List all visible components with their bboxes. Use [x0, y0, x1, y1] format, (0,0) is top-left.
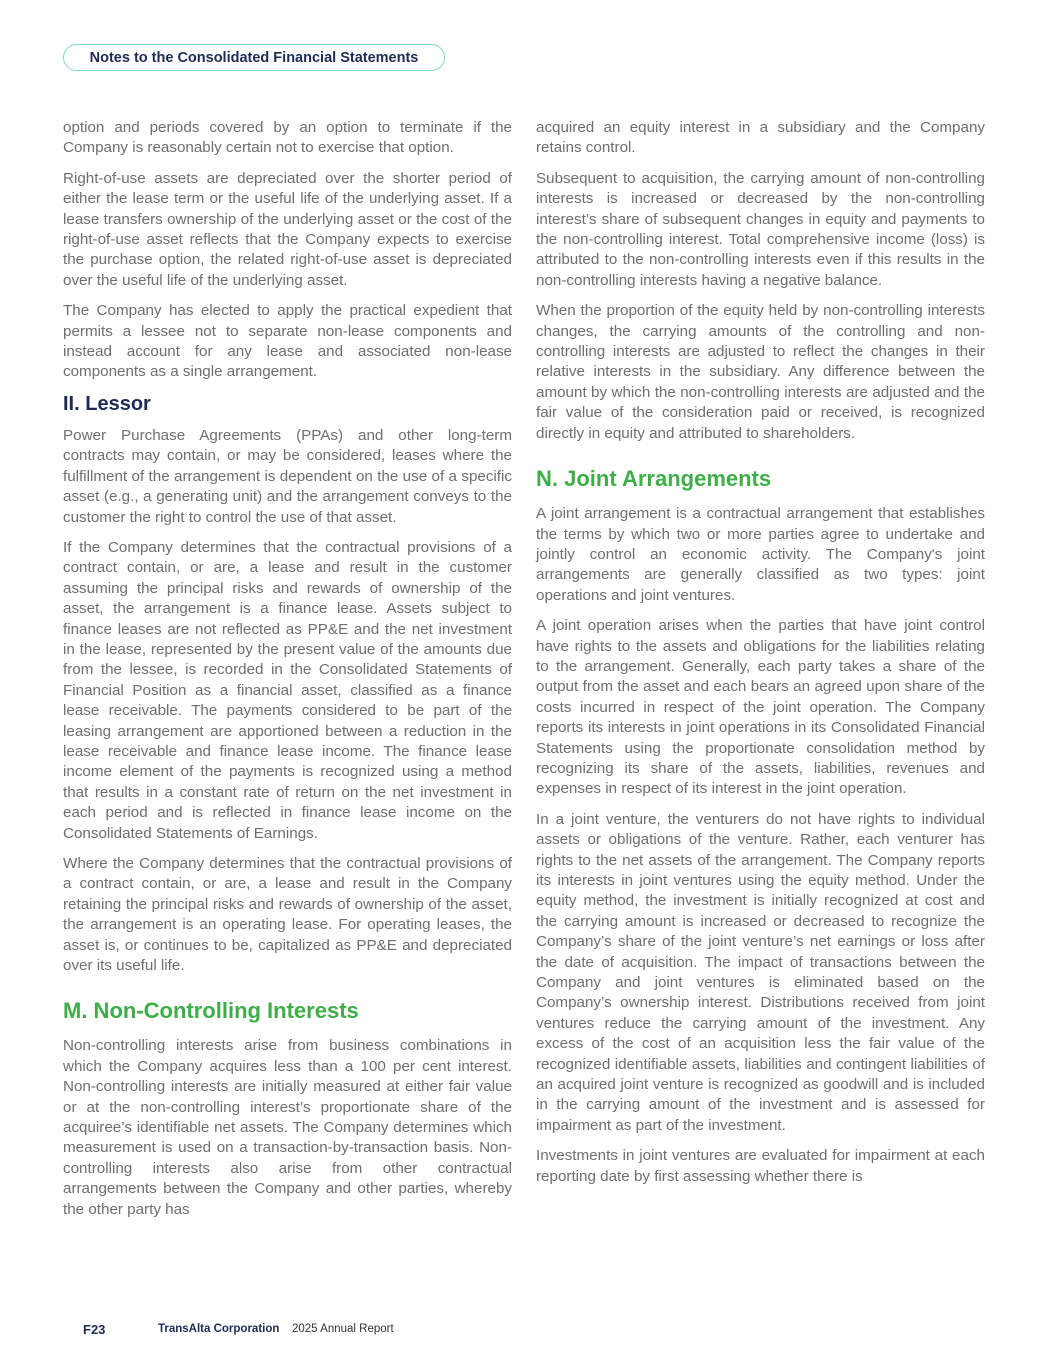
paragraph: Right-of-use assets are depreciated over the shorter period of either the lease term or the useful life of the underlying asset. If a lease transfers ownership of the underlying asset or the cost of the right-of-use asset reflects that the Company expects to exercise the purchase option, the related right-of-use asset is depreciated over the useful life of the underlying asset. — [63, 169, 512, 289]
paragraph: Non-controlling interests arise from business combinations in which the Company acquires less than a 100 per cent interest. Non-controlling interests are initially measured at either fair value or at the non-controlling interest’s proportionate share of the acquiree’s identifiable net assets. The Company determines which measurement is used on a transaction-by-transaction basis. Non-controlling interests also arise from other contractual arrangements between the Company and other parties, whereby the other party has — [63, 1037, 512, 1218]
page-header-title: Notes to the Consolidated Financial Statements — [63, 44, 445, 71]
lessor-heading: II. Lessor — [63, 392, 151, 415]
paragraph: acquired an equity interest in a subsidiary and the Company retains control. — [536, 119, 985, 157]
left-column — [63, 118, 512, 1230]
right-column — [536, 118, 985, 1197]
paragraph: Where the Company determines that the contractual provisions of a contract contain, or are, a lease and result in the Company retaining the principal risks and rewards of ownership of the asset, the arrangement is an operating lease. For operating leases, the asset is, or continues to be, capitalized as PP&E and depreciated over its useful life. — [63, 855, 512, 975]
paragraph: If the Company determines that the contractual provisions of a contract contain, or are, a lease and result in the customer assuming the principal risks and rewards of ownership of the asset, the arrangement is a finance lease. Assets subject to finance leases are not reflected as PP&E and the net investment in the lease, represented by the present value of the amounts due from the lessee, is recorded in the Consolidated Statements of Financial Position as a financial asset, classified as a finance lease receivable. The payments considered to be part of the leasing arrangement are apportioned between a reduction in the lease receivable and finance lease income. The finance lease income element of the payments is recognized using a method that results in a constant rate of return on the net investment in each period and is reflected in finance lease income on the Consolidated Statements of Earnings. — [63, 538, 512, 842]
paragraph: The Company has elected to apply the practical expedient that permits a lessee not to separate non-lease components and instead account for any lease and associated non-lease components as a single arrangement. — [63, 302, 512, 381]
footer-company-name: TransAlta Corporation — [158, 1323, 280, 1335]
paragraph: option and periods covered by an option to terminate if the Company is reasonably certain not to exercise that option. — [63, 119, 512, 157]
paragraph: Subsequent to acquisition, the carrying amount of non-controlling interests is increased or decreased by the non-controlling interest’s share of subsequent changes in equity and payments to the non-controlling interest. Total comprehensive income (loss) is attributed to the non-controlling interests even if this results in the non-controlling interests having a negative balance. — [536, 169, 985, 289]
paragraph: When the proportion of the equity held by non-controlling interests changes, the carrying amounts of the controlling and non-controlling interests are adjusted to reflect the changes in their relative interests in the subsidiary. Any difference between the amount by which the non-controlling interests are adjusted and the fair value of the consideration paid or received, is recognized directly in equity and attributed to shareholders. — [536, 302, 985, 442]
page-number: F23 — [83, 1322, 106, 1337]
joint-arrangements-heading: N. Joint Arrangements — [536, 466, 772, 492]
paragraph: A joint operation arises when the parties that have joint control have rights to the assets and obligations for the liabilities relating to the arrangement. Generally, each party takes a share of the output from the asset and each bears an agreed upon share of the costs incurred in respect of the joint operation. The Company reports its interests in joint operations in its Consolidated Financial Statements using the proportionate consolidation method by recognizing its share of the assets, liabilities, revenues and expenses in respect of its interest in the joint operation. — [536, 617, 985, 798]
paragraph: In a joint venture, the venturers do not have rights to individual assets or obligations of the venture. Rather, each venturer has rights to the net assets of the arrangement. The Company reports its interests in joint ventures using the equity method. Under the equity method, the investment is initially recognized at cost and the carrying amount is increased or decreased to recognize the Company’s share of the joint venture’s net earnings or loss after the date of acquisition. The impact of transactions between the Company and joint ventures is eliminated based on the Company’s ownership interest. Distributions received from joint ventures reduce the carrying amount of the investment. Any excess of the cost of an acquisition less the fair value of the recognized identifiable assets, liabilities and contingent liabilities of an acquired joint venture is recognized as goodwill and is included in the carrying amount of the investment and is assessed for impairment as part of the investment. — [536, 810, 985, 1134]
paragraph: A joint arrangement is a contractual arrangement that establishes the terms by which two or more parties agree to undertake and jointly control an economic activity. The Company's joint arrangements are generally classified as two types: joint operations and joint ventures. — [536, 505, 985, 604]
paragraph: Power Purchase Agreements (PPAs) and other long-term contracts may contain, or may be considered, leases where the fulfillment of the arrangement is dependent on the use of a specific asset (e.g., a generating unit) and the arrangement conveys to the customer the right to control the use of that asset. — [63, 426, 512, 526]
non-controlling-interests-heading: M. Non-Controlling Interests — [63, 998, 359, 1024]
footer-report-title: 2025 Annual Report — [292, 1323, 394, 1335]
paragraph: Investments in joint ventures are evaluated for impairment at each reporting date by first assessing whether there is — [536, 1147, 985, 1185]
